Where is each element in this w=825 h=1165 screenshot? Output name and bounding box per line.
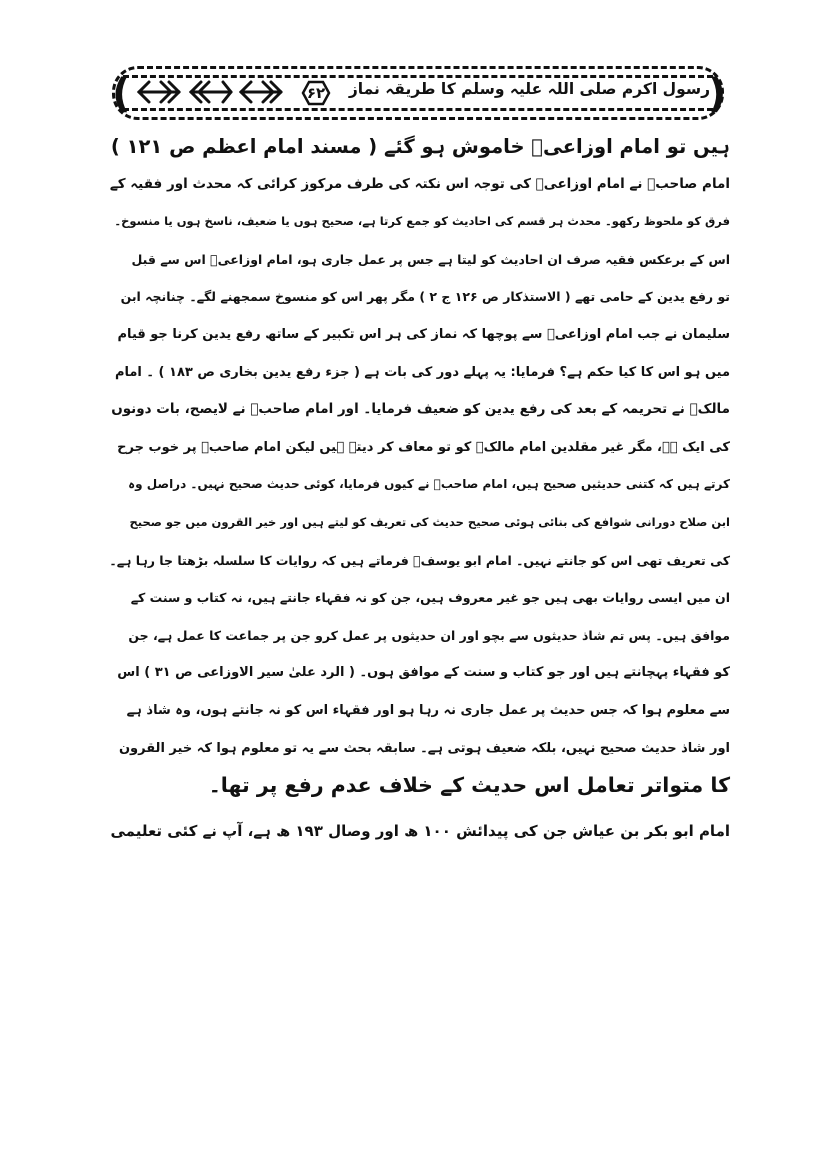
header-left-bracket: (	[112, 71, 131, 117]
text-line: میں ہو اس کا کیا حکم ہے؟ فرمایا: یہ پہلے دور کی بات ہے ( جزء رفع یدین بخاری ص ۱۸۳ ) ۔ امام	[114, 364, 730, 380]
text-line: امام ابو بکر بن عیاش جن کی پیدائش ۱۰۰ ھ اور وصال ۱۹۳ ھ ہے، آپ نے کئی تعلیمی	[110, 821, 730, 840]
text-line: اس کے برعکس فقیہ صرف ان احادیث کو لیتا ہے جس پر عمل جاری ہو، امام اوزاعیؒ اس سے قبل	[131, 251, 730, 267]
header-right-bracket: )	[708, 71, 727, 117]
text-line: ابن صلاح دورانی شوافع کی بنائی ہوئی صحیح حدیث کی تعریف کو لیتے ہیں اور خیر القرون میں جو صحیح	[129, 514, 730, 529]
text-line: سلیمان نے جب امام اوزاعیؒ سے پوچھا کہ نماز کی ہر اس تکبیر کے ساتھ رفع یدین کرنا جو قیام	[117, 326, 730, 342]
text-line: فرق کو ملحوظ رکھو۔ محدث ہر قسم کی احادیث کو جمع کرتا ہے، صحیح ہوں یا ضعیف، ناسخ ہوں یا منسوخ۔	[114, 214, 730, 229]
text-line: ان میں ایسی روایات بھی ہیں جو غیر معروف ہیں، جن کو نہ فقہاء جانتے ہیں، نہ کتاب و سنت کے	[130, 590, 730, 606]
text-line: مالکؒ نے تحریمہ کے بعد کی رفع یدین کو ضعیف فرمایا۔ اور امام صاحبؒ نے لایصح، بات دونوں	[111, 401, 730, 418]
text-line: موافق ہیں۔ پس تم شاذ حدیثوں سے بچو اور ان حدیثوں پر عمل کرو جن پر جماعت کا عمل ہے، جن	[128, 627, 730, 643]
page-number: ۶۲	[306, 84, 326, 102]
arrow-ornament-icon	[135, 76, 285, 108]
body-text	[110, 128, 730, 850]
text-line: ہیں تو امام اوزاعیؒ خاموش ہو گئے ( مسند امام اعظم ص ۱۲۱ )	[110, 135, 730, 158]
text-line: کو فقہاء پہچانتے ہیں اور جو کتاب و سنت کے موافق ہوں۔ ( الرد علیٰ سیر الاوزاعی ص ۳۱ ) اس	[117, 665, 730, 681]
text-line: اور شاذ حدیث صحیح نہیں، بلکہ ضعیف ہوتی ہے۔ سابقہ بحث سے یہ تو معلوم ہوا کہ خیر القرون	[118, 740, 730, 756]
text-line: کی تعریف تھی اس کو جانتے نہیں۔ امام ابو یوسفؒ فرماتے ہیں کہ روایات کا سلسلہ بڑھتا جا رہا ہے۔	[109, 552, 730, 568]
text-line: تو رفع یدین کے حامی تھے ( الاستذکار ص ۱۲۶ ج ۲ ) مگر پھر اس کو منسوخ سمجھنے لگے۔ چنانچہ ابن	[120, 289, 730, 305]
page-number-badge	[297, 79, 335, 107]
text-line: کی ایک ہے، مگر غیر مقلدین امام مالکؒ کو تو معاف کر دیتے ہیں لیکن امام صاحبؒ پر خوب جرح	[117, 439, 730, 455]
text-line: امام صاحبؒ نے امام اوزاعیؒ کی توجہ اس نکتہ کی طرف مرکوز کرائی کہ محدث اور فقیہ کے	[109, 175, 730, 192]
text-line: کرتے ہیں کہ کتنی حدیثیں صحیح ہیں، امام صاحبؒ نے کیوں فرمایا، کوئی حدیث صحیح نہیں۔ دراصل وہ	[128, 477, 730, 492]
header-title: رسول اکرم صلی اللہ علیہ وسلم کا طریقہ نماز	[348, 80, 710, 98]
text-line: کا متواتر تعامل اس حدیث کے خلاف عدم رفع پر تھا۔	[208, 773, 730, 798]
text-line: سے معلوم ہوا کہ جس حدیث پر عمل جاری نہ رہا ہو اور فقہاء اس کو نہ جانتے ہوں، وہ شاذ ہے	[126, 702, 730, 718]
